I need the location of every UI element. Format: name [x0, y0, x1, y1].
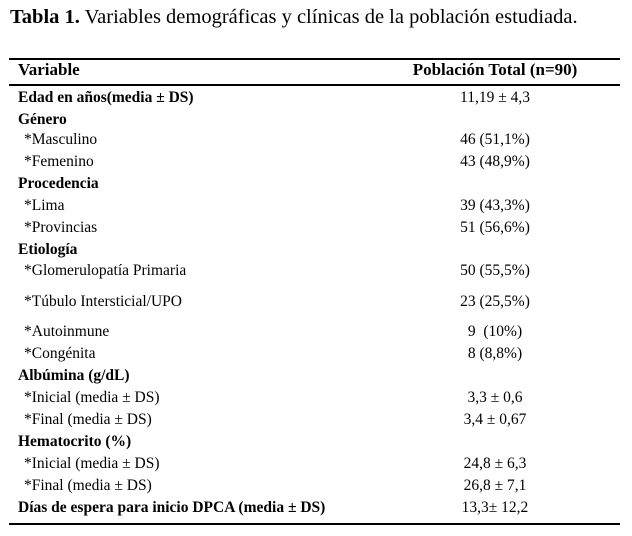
- table-row: [0, 409, 632, 431]
- row-label: Hematocrito (%): [18, 433, 132, 450]
- table-row: [0, 260, 632, 282]
- row-label: *Masculino: [24, 131, 98, 148]
- row-label: *Lima: [24, 197, 65, 214]
- table-row: [0, 291, 632, 313]
- table-caption: [10, 6, 578, 29]
- row-value: 8 (8,8%): [467, 345, 523, 362]
- row-value: 3,4 ± 0,67: [463, 411, 527, 428]
- table-row: [0, 217, 632, 239]
- table-row: [0, 195, 632, 217]
- row-label: Etiología: [18, 241, 78, 258]
- caption-prefix: Tabla 1.: [10, 6, 80, 28]
- row-value: 26,8 ± 7,1: [463, 477, 527, 494]
- table-row: [0, 387, 632, 409]
- row-value: 24,8 ± 6,3: [463, 455, 527, 472]
- table-row: [0, 475, 632, 497]
- table-row: [0, 239, 632, 261]
- row-label: *Inicial (media ± DS): [24, 455, 160, 472]
- table-row: [0, 151, 632, 173]
- row-value: 46 (51,1%): [460, 131, 530, 148]
- row-label: *Autoinmune: [24, 323, 110, 340]
- row-value: 39 (43,3%): [460, 197, 530, 214]
- header-rule: [9, 84, 620, 86]
- row-label: *Glomerulopatía Primaria: [24, 262, 187, 279]
- row-label: *Provincias: [24, 219, 98, 236]
- row-value: 9 (10%): [467, 323, 523, 340]
- header-population: Población Total (n=90): [412, 60, 578, 79]
- table-row: [0, 87, 632, 109]
- row-label: *Inicial (media ± DS): [24, 389, 160, 406]
- row-label: Días de espera para inicio DPCA (media ± DS): [18, 499, 326, 516]
- row-value: 23 (25,5%): [460, 293, 530, 310]
- row-label: *Final (media ± DS): [24, 477, 152, 494]
- table-row: [0, 365, 632, 387]
- table-row: [0, 343, 632, 365]
- table-row: [0, 497, 632, 519]
- table-row: [0, 129, 632, 151]
- table-row: [0, 453, 632, 475]
- row-label: *Final (media ± DS): [24, 411, 152, 428]
- row-value: 11,19 ± 4,3: [460, 89, 530, 106]
- table-row: [0, 109, 632, 131]
- table-row: [0, 321, 632, 343]
- row-label: *Congénita: [24, 345, 96, 362]
- header-variable: Variable: [18, 60, 80, 79]
- row-label: *Túbulo Intersticial/UPO: [24, 293, 182, 310]
- row-label: *Femenino: [24, 153, 94, 170]
- row-value: 51 (56,6%): [460, 219, 530, 236]
- row-label: Procedencia: [18, 175, 99, 192]
- bottom-rule: [9, 523, 620, 525]
- table-header: [0, 59, 632, 81]
- row-value: 43 (48,9%): [460, 153, 530, 170]
- table-row: [0, 173, 632, 195]
- caption-text: Variables demográficas y clínicas de la población estudiada.: [79, 6, 578, 28]
- row-value: 50 (55,5%): [460, 262, 530, 279]
- row-label: Género: [18, 111, 67, 128]
- row-value: 3,3 ± 0,6: [467, 389, 523, 406]
- row-label: Edad en años(media ± DS): [18, 89, 194, 106]
- table-row: [0, 431, 632, 453]
- row-value: 13,3± 12,2: [461, 499, 529, 516]
- row-label: Albúmina (g/dL): [18, 367, 130, 384]
